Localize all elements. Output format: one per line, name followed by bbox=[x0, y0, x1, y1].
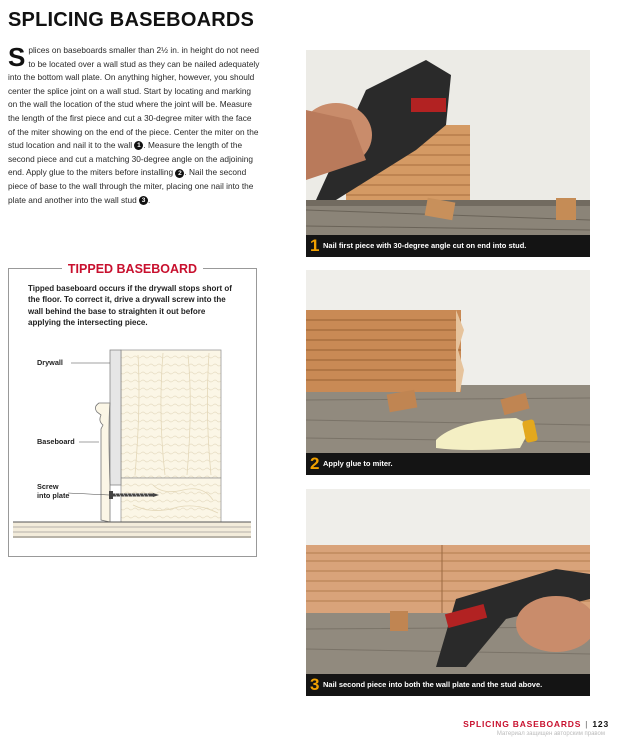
photo-step-3 bbox=[306, 489, 590, 674]
tipped-baseboard-diagram bbox=[13, 345, 251, 545]
caption-number-3: 3 bbox=[310, 675, 320, 694]
caption-bar-2 bbox=[306, 453, 590, 475]
step-marker-1: 1 bbox=[134, 141, 143, 150]
label-screw: Screw bbox=[37, 482, 59, 491]
page-footer bbox=[463, 719, 609, 729]
body-text bbox=[8, 44, 260, 207]
tipped-baseboard-sidebar bbox=[8, 262, 257, 557]
label-into-plate: into plate bbox=[37, 491, 70, 500]
label-baseboard: Baseboard bbox=[37, 437, 75, 446]
footer-separator: | bbox=[585, 719, 589, 729]
body-text-part: . Nail the second piece of base to the wall through the miter, placing one nail into the plate and another into the wall stud bbox=[8, 167, 254, 205]
drywall bbox=[110, 350, 121, 485]
drop-cap: S bbox=[8, 42, 26, 72]
sidebar-title-text: TIPPED BASEBOARD bbox=[62, 262, 203, 276]
footer-section-title: SPLICING BASEBOARDS bbox=[463, 719, 582, 729]
caption-bar-1 bbox=[306, 235, 590, 257]
caption-text-1: Nail first piece with 30-degree angle cut on end into stud. bbox=[323, 241, 527, 250]
photo-step-1 bbox=[306, 50, 590, 235]
photo-3-image bbox=[306, 489, 590, 674]
caption-bar-3 bbox=[306, 674, 590, 696]
caption-number-1: 1 bbox=[310, 236, 320, 255]
label-drywall: Drywall bbox=[37, 358, 63, 367]
step-marker-2: 2 bbox=[175, 169, 184, 178]
bottom-plate bbox=[121, 478, 221, 522]
page-number: 123 bbox=[592, 719, 609, 729]
page-title: SPLICING BASEBOARDS bbox=[8, 9, 255, 31]
sidebar-text: Tipped baseboard occurs if the drywall stops short of the floor. To correct it, drive a drywall screw into the wall behind the base to straighten it out before applying the intersecting piece. bbox=[28, 284, 232, 328]
sidebar-title bbox=[9, 260, 256, 278]
caption-text-3: Nail second piece into both the wall plate and the stud above. bbox=[323, 680, 543, 689]
baseboard bbox=[95, 403, 110, 522]
photo-step-2 bbox=[306, 270, 590, 453]
photo-1-image bbox=[306, 50, 590, 235]
floor bbox=[13, 522, 251, 538]
caption-number-2: 2 bbox=[310, 454, 320, 473]
photo-2-image bbox=[306, 270, 590, 453]
caption-text-2: Apply glue to miter. bbox=[323, 459, 393, 468]
step-marker-3: 3 bbox=[139, 196, 148, 205]
body-text-part: . bbox=[148, 194, 151, 205]
copyright-watermark: Материал защищен авторским правом bbox=[496, 731, 605, 737]
body-text-part: plices on baseboards smaller than 2½ in. in height do not need to be located over a wall stud as they can be nailed adequately into the bottom wall plate. On anything higher, however, you should center the splice joint on a wall stud. Start by locating and marking on the wall the location of the stud where the joint will be. Measure the length of the first piece and cut a 30-degree miter with the face of the miter showing on the end of the piece. Center the miter on the stud location and nail it to the wall bbox=[8, 45, 260, 151]
body-text-part: . Measure the length of the second piece and cut a matching 30-degree angle on the adjoining end. Apply glue to the miters before installing bbox=[8, 140, 253, 178]
